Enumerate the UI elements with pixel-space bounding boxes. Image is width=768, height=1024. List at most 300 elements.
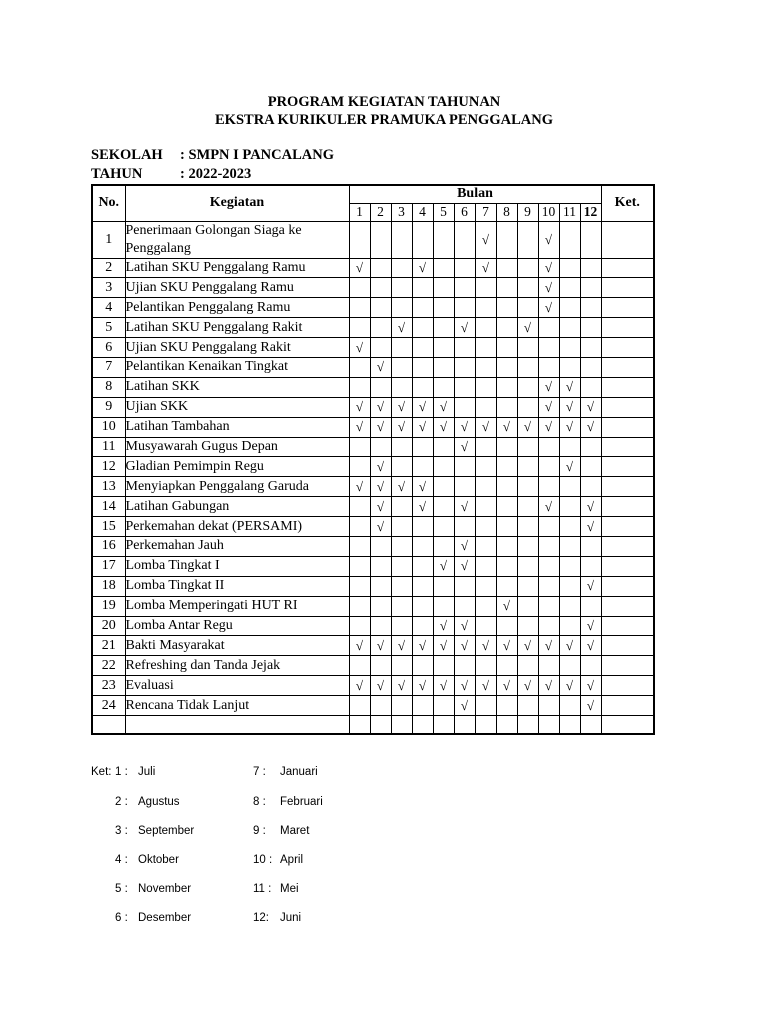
month-cell-5 [433, 318, 454, 338]
legend-month-name: November [138, 883, 192, 895]
month-cell-3 [391, 556, 412, 576]
month-cell-9 [517, 457, 538, 477]
row-number: 14 [92, 497, 125, 517]
month-header-5: 5 [433, 203, 454, 221]
row-notes [601, 318, 654, 338]
month-header-6: 6 [454, 203, 475, 221]
month-cell-1 [349, 318, 370, 338]
month-cell-5 [433, 338, 454, 358]
month-cell-8 [496, 298, 517, 318]
month-cell-11 [559, 616, 580, 636]
month-cell-7: √ [475, 417, 496, 437]
row-notes [601, 696, 654, 716]
row-notes [601, 258, 654, 278]
row-notes [601, 536, 654, 556]
row-number: 6 [92, 338, 125, 358]
month-cell-12 [580, 556, 601, 576]
month-cell-9 [517, 357, 538, 377]
month-cell-12 [580, 596, 601, 616]
table-row [92, 596, 654, 616]
month-cell-9 [517, 477, 538, 497]
table-row [92, 377, 654, 397]
table-row [92, 258, 654, 278]
row-activity: Menyiapkan Penggalang Garuda [125, 477, 349, 497]
month-cell-7 [475, 357, 496, 377]
month-cell-10: √ [538, 377, 559, 397]
row-number: 24 [92, 696, 125, 716]
row-notes [601, 576, 654, 596]
row-notes [601, 357, 654, 377]
row-notes [601, 616, 654, 636]
month-cell-6 [454, 221, 475, 258]
month-cell-2: √ [370, 636, 391, 656]
table-row [92, 457, 654, 477]
document-title: PROGRAM KEGIATAN TAHUNAN [267, 94, 501, 110]
table-row [92, 497, 654, 517]
table-row [92, 221, 654, 258]
month-cell-8 [496, 477, 517, 497]
month-cell-12 [580, 536, 601, 556]
month-cell-12: √ [580, 676, 601, 696]
month-cell-8 [496, 397, 517, 417]
month-cell-9 [517, 258, 538, 278]
month-cell-11 [559, 497, 580, 517]
empty-cell [517, 715, 538, 734]
row-number: 21 [92, 636, 125, 656]
month-cell-2 [370, 656, 391, 676]
month-cell-2 [370, 556, 391, 576]
month-cell-3 [391, 517, 412, 537]
month-cell-11 [559, 477, 580, 497]
month-cell-1 [349, 616, 370, 636]
month-cell-6 [454, 517, 475, 537]
legend-month-name: Juli [138, 766, 156, 778]
month-cell-9 [517, 596, 538, 616]
month-cell-6: √ [454, 318, 475, 338]
month-cell-4 [412, 377, 433, 397]
month-cell-2 [370, 258, 391, 278]
month-cell-1: √ [349, 417, 370, 437]
month-cell-8 [496, 221, 517, 258]
row-notes [601, 477, 654, 497]
month-cell-2 [370, 338, 391, 358]
month-cell-12 [580, 457, 601, 477]
month-cell-12: √ [580, 397, 601, 417]
month-cell-5: √ [433, 676, 454, 696]
month-cell-2 [370, 696, 391, 716]
month-cell-6: √ [454, 636, 475, 656]
month-cell-10: √ [538, 258, 559, 278]
month-cell-6 [454, 576, 475, 596]
month-cell-2: √ [370, 417, 391, 437]
month-cell-7 [475, 377, 496, 397]
row-number: 20 [92, 616, 125, 636]
legend-number: 10 : [253, 854, 273, 866]
month-cell-8 [496, 656, 517, 676]
school-value: : SMPN I PANCALANG [180, 147, 334, 163]
month-cell-1 [349, 536, 370, 556]
month-cell-7 [475, 477, 496, 497]
row-activity: Latihan SKK [125, 377, 349, 397]
row-notes [601, 397, 654, 417]
header-notes: Ket. [601, 185, 654, 221]
month-cell-2: √ [370, 497, 391, 517]
row-activity: Latihan Gabungan [125, 497, 349, 517]
month-cell-5: √ [433, 636, 454, 656]
table-row [92, 556, 654, 576]
month-cell-2 [370, 318, 391, 338]
row-activity: Ujian SKK [125, 397, 349, 417]
row-activity: Bakti Masyarakat [125, 636, 349, 656]
month-cell-1 [349, 278, 370, 298]
month-cell-5 [433, 596, 454, 616]
row-notes [601, 497, 654, 517]
month-cell-4 [412, 278, 433, 298]
empty-cell [125, 715, 349, 734]
row-notes [601, 517, 654, 537]
month-cell-5 [433, 457, 454, 477]
row-activity: Pelantikan Penggalang Ramu [125, 298, 349, 318]
row-number: 12 [92, 457, 125, 477]
empty-cell [349, 715, 370, 734]
month-cell-2: √ [370, 357, 391, 377]
legend-number: 8 : [253, 796, 266, 808]
month-header-9: 9 [517, 203, 538, 221]
year-label: TAHUN [91, 166, 143, 182]
month-cell-1 [349, 696, 370, 716]
month-cell-3 [391, 616, 412, 636]
month-cell-4 [412, 517, 433, 537]
month-cell-2: √ [370, 676, 391, 696]
row-activity: Ujian SKU Penggalang Ramu [125, 278, 349, 298]
month-cell-8 [496, 616, 517, 636]
month-cell-6 [454, 596, 475, 616]
month-cell-5 [433, 278, 454, 298]
month-cell-1: √ [349, 397, 370, 417]
month-cell-9 [517, 616, 538, 636]
month-cell-7: √ [475, 676, 496, 696]
month-cell-7: √ [475, 258, 496, 278]
month-cell-1 [349, 221, 370, 258]
month-cell-6 [454, 357, 475, 377]
table-row [92, 576, 654, 596]
month-cell-9: √ [517, 676, 538, 696]
month-cell-9 [517, 696, 538, 716]
month-header-4: 4 [412, 203, 433, 221]
month-cell-10: √ [538, 417, 559, 437]
month-cell-10 [538, 696, 559, 716]
month-cell-6 [454, 397, 475, 417]
month-cell-7 [475, 318, 496, 338]
month-cell-10: √ [538, 636, 559, 656]
month-cell-2 [370, 576, 391, 596]
month-header-11: 11 [559, 203, 580, 221]
month-cell-9 [517, 397, 538, 417]
month-cell-7 [475, 437, 496, 457]
month-cell-8 [496, 278, 517, 298]
row-number: 1 [92, 221, 125, 258]
month-cell-12: √ [580, 616, 601, 636]
month-cell-1 [349, 596, 370, 616]
month-cell-10: √ [538, 397, 559, 417]
month-cell-10 [538, 576, 559, 596]
legend-number: 9 : [253, 825, 266, 837]
month-cell-10: √ [538, 298, 559, 318]
month-cell-3: √ [391, 676, 412, 696]
month-cell-5 [433, 377, 454, 397]
month-cell-6 [454, 298, 475, 318]
month-cell-1 [349, 437, 370, 457]
month-cell-3: √ [391, 397, 412, 417]
legend-month-name: Agustus [138, 796, 180, 808]
month-cell-11 [559, 536, 580, 556]
month-header-3: 3 [391, 203, 412, 221]
legend-month-name: Desember [138, 912, 192, 924]
month-cell-1 [349, 576, 370, 596]
month-cell-1 [349, 497, 370, 517]
row-notes [601, 377, 654, 397]
row-activity: Musyawarah Gugus Depan [125, 437, 349, 457]
month-cell-10: √ [538, 497, 559, 517]
month-cell-4 [412, 338, 433, 358]
month-cell-12: √ [580, 696, 601, 716]
month-cell-10: √ [538, 221, 559, 258]
month-cell-3: √ [391, 417, 412, 437]
month-cell-7 [475, 278, 496, 298]
row-activity: Ujian SKU Penggalang Rakit [125, 338, 349, 358]
row-number: 22 [92, 656, 125, 676]
month-cell-7 [475, 536, 496, 556]
month-cell-8 [496, 357, 517, 377]
month-cell-6: √ [454, 676, 475, 696]
month-cell-2: √ [370, 477, 391, 497]
month-cell-5 [433, 696, 454, 716]
month-cell-10 [538, 338, 559, 358]
table-row [92, 517, 654, 537]
month-cell-11 [559, 696, 580, 716]
month-cell-8: √ [496, 676, 517, 696]
month-cell-8 [496, 556, 517, 576]
legend-prefix: Ket: [91, 766, 112, 778]
month-cell-2 [370, 536, 391, 556]
table-row [92, 616, 654, 636]
month-cell-9: √ [517, 318, 538, 338]
empty-cell [601, 715, 654, 734]
month-cell-11 [559, 278, 580, 298]
month-cell-12 [580, 221, 601, 258]
row-activity: Latihan SKU Penggalang Rakit [125, 318, 349, 338]
legend-month-name: September [138, 825, 195, 837]
month-cell-4 [412, 318, 433, 338]
month-cell-4 [412, 437, 433, 457]
month-cell-4 [412, 656, 433, 676]
year-value: : 2022-2023 [180, 166, 252, 182]
month-cell-3 [391, 497, 412, 517]
month-cell-8 [496, 696, 517, 716]
month-cell-12 [580, 656, 601, 676]
month-cell-4: √ [412, 417, 433, 437]
legend-number: 5 : [115, 883, 128, 895]
row-activity: Gladian Pemimpin Regu [125, 457, 349, 477]
month-cell-7 [475, 517, 496, 537]
month-cell-11 [559, 517, 580, 537]
legend-number: 3 : [115, 825, 128, 837]
header-no: No. [92, 185, 125, 221]
table-row [92, 278, 654, 298]
row-activity: Pelantikan Kenaikan Tingkat [125, 357, 349, 377]
month-cell-5 [433, 536, 454, 556]
row-notes [601, 298, 654, 318]
row-activity: Penerimaan Golongan Siaga ke Penggalang [125, 221, 349, 258]
year-info [91, 166, 251, 183]
month-cell-3 [391, 596, 412, 616]
row-number: 17 [92, 556, 125, 576]
row-number: 2 [92, 258, 125, 278]
legend-number: 4 : [115, 854, 128, 866]
month-cell-6: √ [454, 497, 475, 517]
month-cell-2 [370, 221, 391, 258]
month-cell-11 [559, 596, 580, 616]
month-cell-4: √ [412, 636, 433, 656]
month-cell-8 [496, 338, 517, 358]
month-cell-12 [580, 377, 601, 397]
month-cell-4: √ [412, 397, 433, 417]
empty-cell [496, 715, 517, 734]
month-cell-6 [454, 477, 475, 497]
month-cell-8 [496, 318, 517, 338]
row-notes [601, 417, 654, 437]
row-activity: Lomba Antar Regu [125, 616, 349, 636]
month-cell-12: √ [580, 636, 601, 656]
month-cell-3: √ [391, 636, 412, 656]
table-row [92, 417, 654, 437]
table-row [92, 397, 654, 417]
month-cell-12 [580, 318, 601, 338]
month-cell-11: √ [559, 417, 580, 437]
row-activity: Latihan Tambahan [125, 417, 349, 437]
row-notes [601, 676, 654, 696]
month-cell-12 [580, 258, 601, 278]
row-number: 9 [92, 397, 125, 417]
month-cell-11 [559, 556, 580, 576]
table-row [92, 656, 654, 676]
month-header-1: 1 [349, 203, 370, 221]
month-cell-1: √ [349, 676, 370, 696]
empty-cell [412, 715, 433, 734]
month-cell-6: √ [454, 417, 475, 437]
month-cell-8 [496, 377, 517, 397]
document-subtitle: EKSTRA KURIKULER PRAMUKA PENGGALANG [215, 112, 553, 128]
month-cell-6 [454, 656, 475, 676]
month-cell-12: √ [580, 497, 601, 517]
header-month-group: Bulan [349, 185, 601, 203]
month-cell-7 [475, 576, 496, 596]
month-cell-2: √ [370, 397, 391, 417]
month-cell-5: √ [433, 397, 454, 417]
month-cell-12 [580, 477, 601, 497]
month-cell-4: √ [412, 477, 433, 497]
month-cell-9 [517, 338, 538, 358]
row-activity: Lomba Memperingati HUT RI [125, 596, 349, 616]
month-cell-10 [538, 517, 559, 537]
month-cell-1: √ [349, 258, 370, 278]
empty-cell [370, 715, 391, 734]
month-cell-8 [496, 437, 517, 457]
month-cell-4: √ [412, 497, 433, 517]
row-number: 16 [92, 536, 125, 556]
month-cell-8: √ [496, 417, 517, 437]
month-cell-1 [349, 517, 370, 537]
month-cell-4 [412, 221, 433, 258]
legend-month-name: Oktober [138, 854, 179, 866]
row-activity: Lomba Tingkat II [125, 576, 349, 596]
school-label: SEKOLAH [91, 147, 163, 163]
month-cell-11 [559, 437, 580, 457]
row-number: 5 [92, 318, 125, 338]
school-info [91, 147, 334, 164]
month-cell-10 [538, 457, 559, 477]
month-cell-1 [349, 556, 370, 576]
month-cell-5: √ [433, 417, 454, 437]
month-cell-7 [475, 298, 496, 318]
month-cell-10: √ [538, 676, 559, 696]
month-cell-9 [517, 576, 538, 596]
month-cell-6 [454, 457, 475, 477]
month-cell-4 [412, 357, 433, 377]
month-cell-3 [391, 278, 412, 298]
row-notes [601, 457, 654, 477]
month-cell-11: √ [559, 636, 580, 656]
month-cell-2 [370, 377, 391, 397]
month-cell-8 [496, 497, 517, 517]
month-cell-3 [391, 656, 412, 676]
month-cell-3 [391, 536, 412, 556]
month-cell-10 [538, 437, 559, 457]
month-cell-11 [559, 258, 580, 278]
month-header-7: 7 [475, 203, 496, 221]
row-number: 23 [92, 676, 125, 696]
month-cell-10 [538, 536, 559, 556]
month-cell-6 [454, 377, 475, 397]
month-cell-12: √ [580, 417, 601, 437]
month-cell-7 [475, 616, 496, 636]
month-cell-2 [370, 437, 391, 457]
month-cell-12: √ [580, 517, 601, 537]
table-row [92, 536, 654, 556]
row-notes [601, 278, 654, 298]
legend-month-name: Januari [280, 766, 318, 778]
month-cell-3 [391, 696, 412, 716]
month-cell-5 [433, 437, 454, 457]
empty-row [92, 715, 654, 734]
month-cell-11 [559, 656, 580, 676]
month-cell-9 [517, 656, 538, 676]
month-cell-11: √ [559, 457, 580, 477]
month-cell-12 [580, 357, 601, 377]
month-cell-7 [475, 338, 496, 358]
month-cell-6: √ [454, 437, 475, 457]
empty-cell [92, 715, 125, 734]
month-cell-5 [433, 221, 454, 258]
month-cell-3 [391, 298, 412, 318]
month-cell-4 [412, 298, 433, 318]
row-activity: Evaluasi [125, 676, 349, 696]
month-cell-4: √ [412, 258, 433, 278]
month-cell-1 [349, 298, 370, 318]
row-activity: Refreshing dan Tanda Jejak [125, 656, 349, 676]
month-cell-9 [517, 497, 538, 517]
legend-month-name: Juni [280, 912, 302, 924]
